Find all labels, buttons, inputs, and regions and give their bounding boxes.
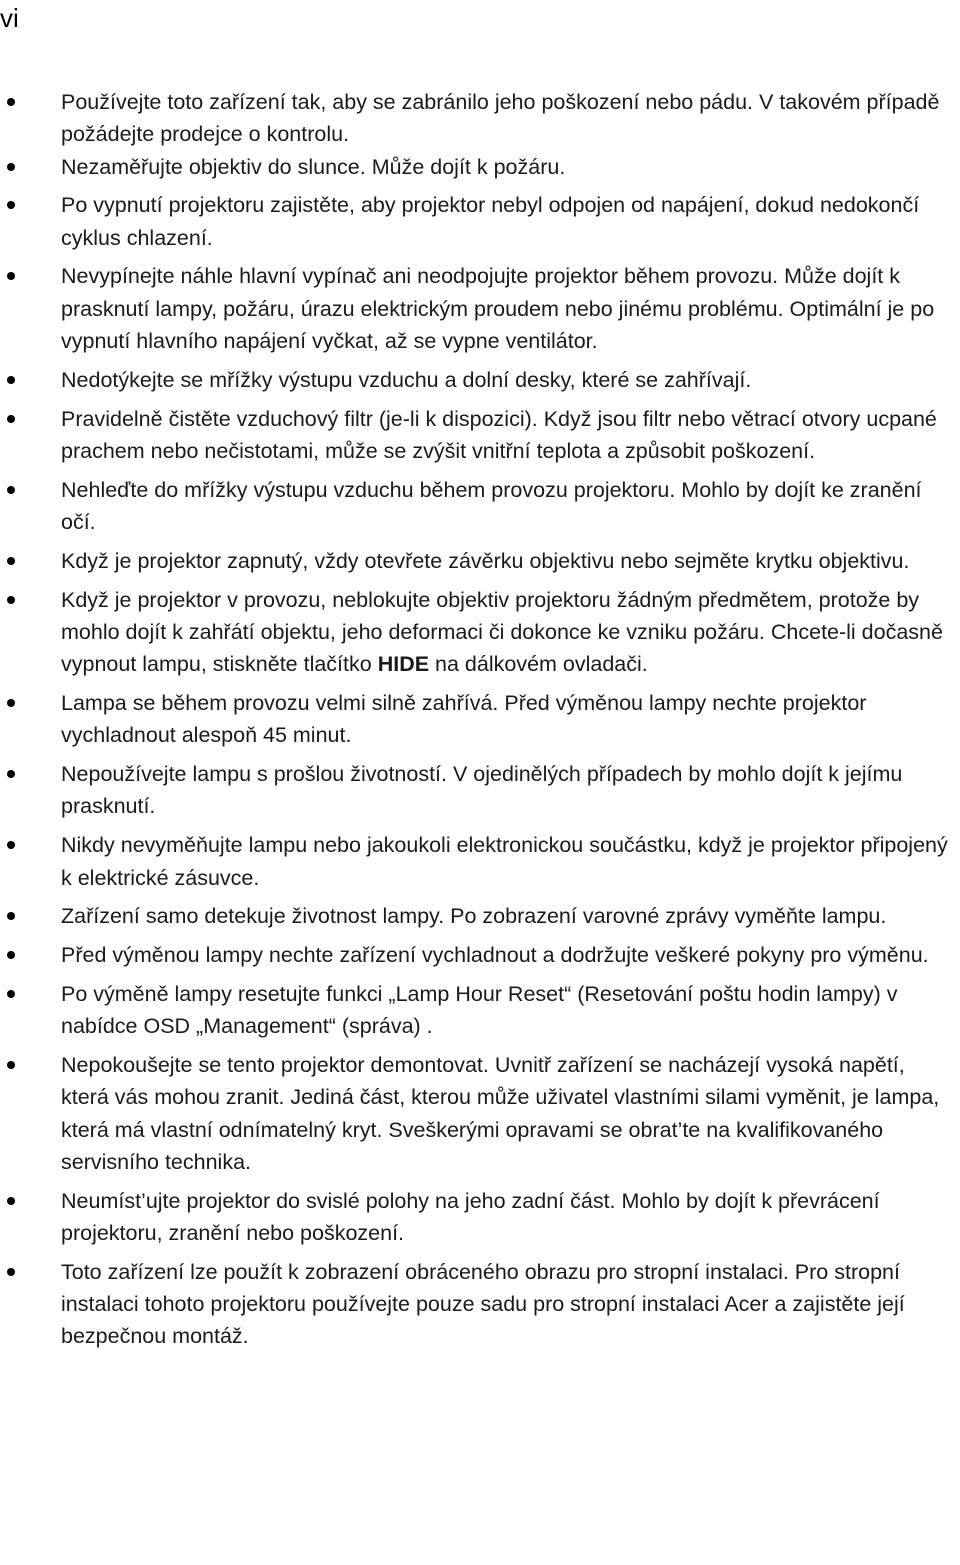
- list-item-text: Zařízení samo detekuje životnost lampy. Po zobrazení varovné zprávy vyměňte lampu.: [61, 904, 887, 929]
- list-item: [0, 189, 960, 254]
- bullet-icon: [7, 486, 15, 494]
- list-item: [0, 687, 960, 752]
- list-item-text: Po výměně lampy resetujte funkci „Lamp Hour Reset“ (Resetování poštu hodin lampy) v nabídce OSD „Management“ (správa) .: [61, 981, 898, 1039]
- list-item: [0, 758, 960, 823]
- list-item-text: Nevypínejte náhle hlavní vypínač ani neodpojujte projektor během provozu. Může dojít k prasknutí lampy, požáru, úrazu elektrickým proudem nebo jinému problému. Optimální je po vypnutí hlavního napájení vyčkat, až se vypne ventilátor.: [61, 264, 935, 354]
- bullet-icon: [7, 272, 15, 280]
- list-item-text: Nepoužívejte lampu s prošlou životností. V ojedinělých případech by mohlo dojít k jejímu prasknutí.: [61, 762, 903, 819]
- bullet-icon: [7, 1061, 15, 1069]
- bullet-icon: [7, 841, 15, 849]
- list-item: [0, 978, 960, 1043]
- list-item-text-part: na dálkovém ovladači.: [429, 652, 648, 677]
- list-item-text: Používejte toto zařízení tak, aby se zabránilo jeho poškození nebo pádu. V takovém případě požádejte prodejce o kontrolu.: [61, 90, 940, 147]
- bullet-icon: [7, 990, 15, 998]
- bullet-icon: [7, 1197, 15, 1205]
- list-item: [0, 86, 960, 151]
- list-item: [0, 403, 960, 468]
- list-item-text: [61, 588, 943, 677]
- bullet-icon: [7, 1268, 15, 1276]
- list-item-text: Pravidelně čistěte vzduchový filtr (je-li k dispozici). Když jsou filtr nebo větrací otvory ucpané prachem nebo nečistotami, může se zvýšit vnitřní teplota a způsobit poškození.: [61, 406, 937, 463]
- list-item: [0, 1185, 960, 1250]
- bullet-icon: [7, 376, 15, 384]
- list-item: [0, 939, 960, 971]
- list-item: [0, 545, 960, 577]
- list-item-text: Nepokoušejte se tento projektor demontovat. Uvnitř zařízení se nacházejí vysoká napětí, která vás mohou zranit. Jediná část, kterou může uživatel vlastními silami vyměnit, je lampa, která má vlastní odnímatelný kryt. Sveškerými opravami se obrat’te na kvalifikovaného servisního technika.: [61, 1053, 940, 1174]
- list-item: [0, 364, 960, 396]
- list-item-text: Nehleďte do mřížky výstupu vzduchu během provozu projektoru. Mohlo by dojít ke zranění očí.: [61, 477, 922, 535]
- list-item-text: Před výměnou lampy nechte zařízení vychladnout a dodržujte veškeré pokyny pro výměnu.: [61, 943, 929, 968]
- safety-instructions-list: [0, 86, 960, 1359]
- list-item: [0, 151, 960, 183]
- bullet-icon: [7, 163, 15, 171]
- list-item: [0, 1049, 960, 1178]
- list-item-text: Neumíst’ujte projektor do svislé polohy na jeho zadní část. Mohlo by dojít k převrácení projektoru, zranění nebo poškození.: [61, 1188, 880, 1245]
- list-item-text: Nedotýkejte se mřížky výstupu vzduchu a dolní desky, které se zahřívají.: [61, 367, 752, 392]
- list-item: [0, 260, 960, 357]
- bullet-icon: [7, 596, 15, 604]
- list-item-text: Když je projektor zapnutý, vždy otevřete závěrku objektivu nebo sejměte krytku objektivu.: [61, 548, 910, 573]
- list-item-text: Po vypnutí projektoru zajistěte, aby projektor nebyl odpojen od napájení, dokud nedokončí cyklus chlazení.: [61, 193, 920, 250]
- bullet-icon: [7, 770, 15, 778]
- bullet-icon: [7, 415, 15, 423]
- list-item-text: Nezaměřujte objektiv do slunce. Může dojít k požáru.: [61, 154, 566, 179]
- bullet-icon: [7, 98, 15, 106]
- list-item-text: Lampa se během provozu velmi silně zahřívá. Před výměnou lampy nechte projektor vychladnout alespoň 45 minut.: [61, 691, 867, 748]
- list-item: [0, 900, 960, 932]
- list-item: [0, 1256, 960, 1353]
- bullet-icon: [7, 912, 15, 920]
- bullet-icon: [7, 951, 15, 959]
- list-item-text: Nikdy nevyměňujte lampu nebo jakoukoli elektronickou součástku, když je projektor připojený k elektrické zásuvce.: [61, 833, 948, 890]
- page-number: vi: [0, 3, 19, 33]
- list-item: [0, 584, 960, 681]
- list-item: [0, 829, 960, 894]
- list-item: [0, 474, 960, 539]
- bullet-icon: [7, 557, 15, 565]
- list-item-text: Toto zařízení lze použít k zobrazení obráceného obrazu pro stropní instalaci. Pro stropní instalaci tohoto projektoru používejte pouze sadu pro stropní instalaci Acer a zajistěte její bezpečnou montáž.: [61, 1259, 905, 1349]
- hide-key-label: HIDE: [377, 652, 430, 677]
- bullet-icon: [7, 699, 15, 707]
- list-item-text-part: Když je projektor v provozu, neblokujte objektiv projektoru žádným předmětem, protože by mohlo dojít k zahřátí objektu, jeho deformaci či dokonce ke vzniku požáru. Chcete-li dočasně vypnout lampu, stiskněte tlačítko: [61, 587, 943, 677]
- bullet-icon: [7, 201, 15, 209]
